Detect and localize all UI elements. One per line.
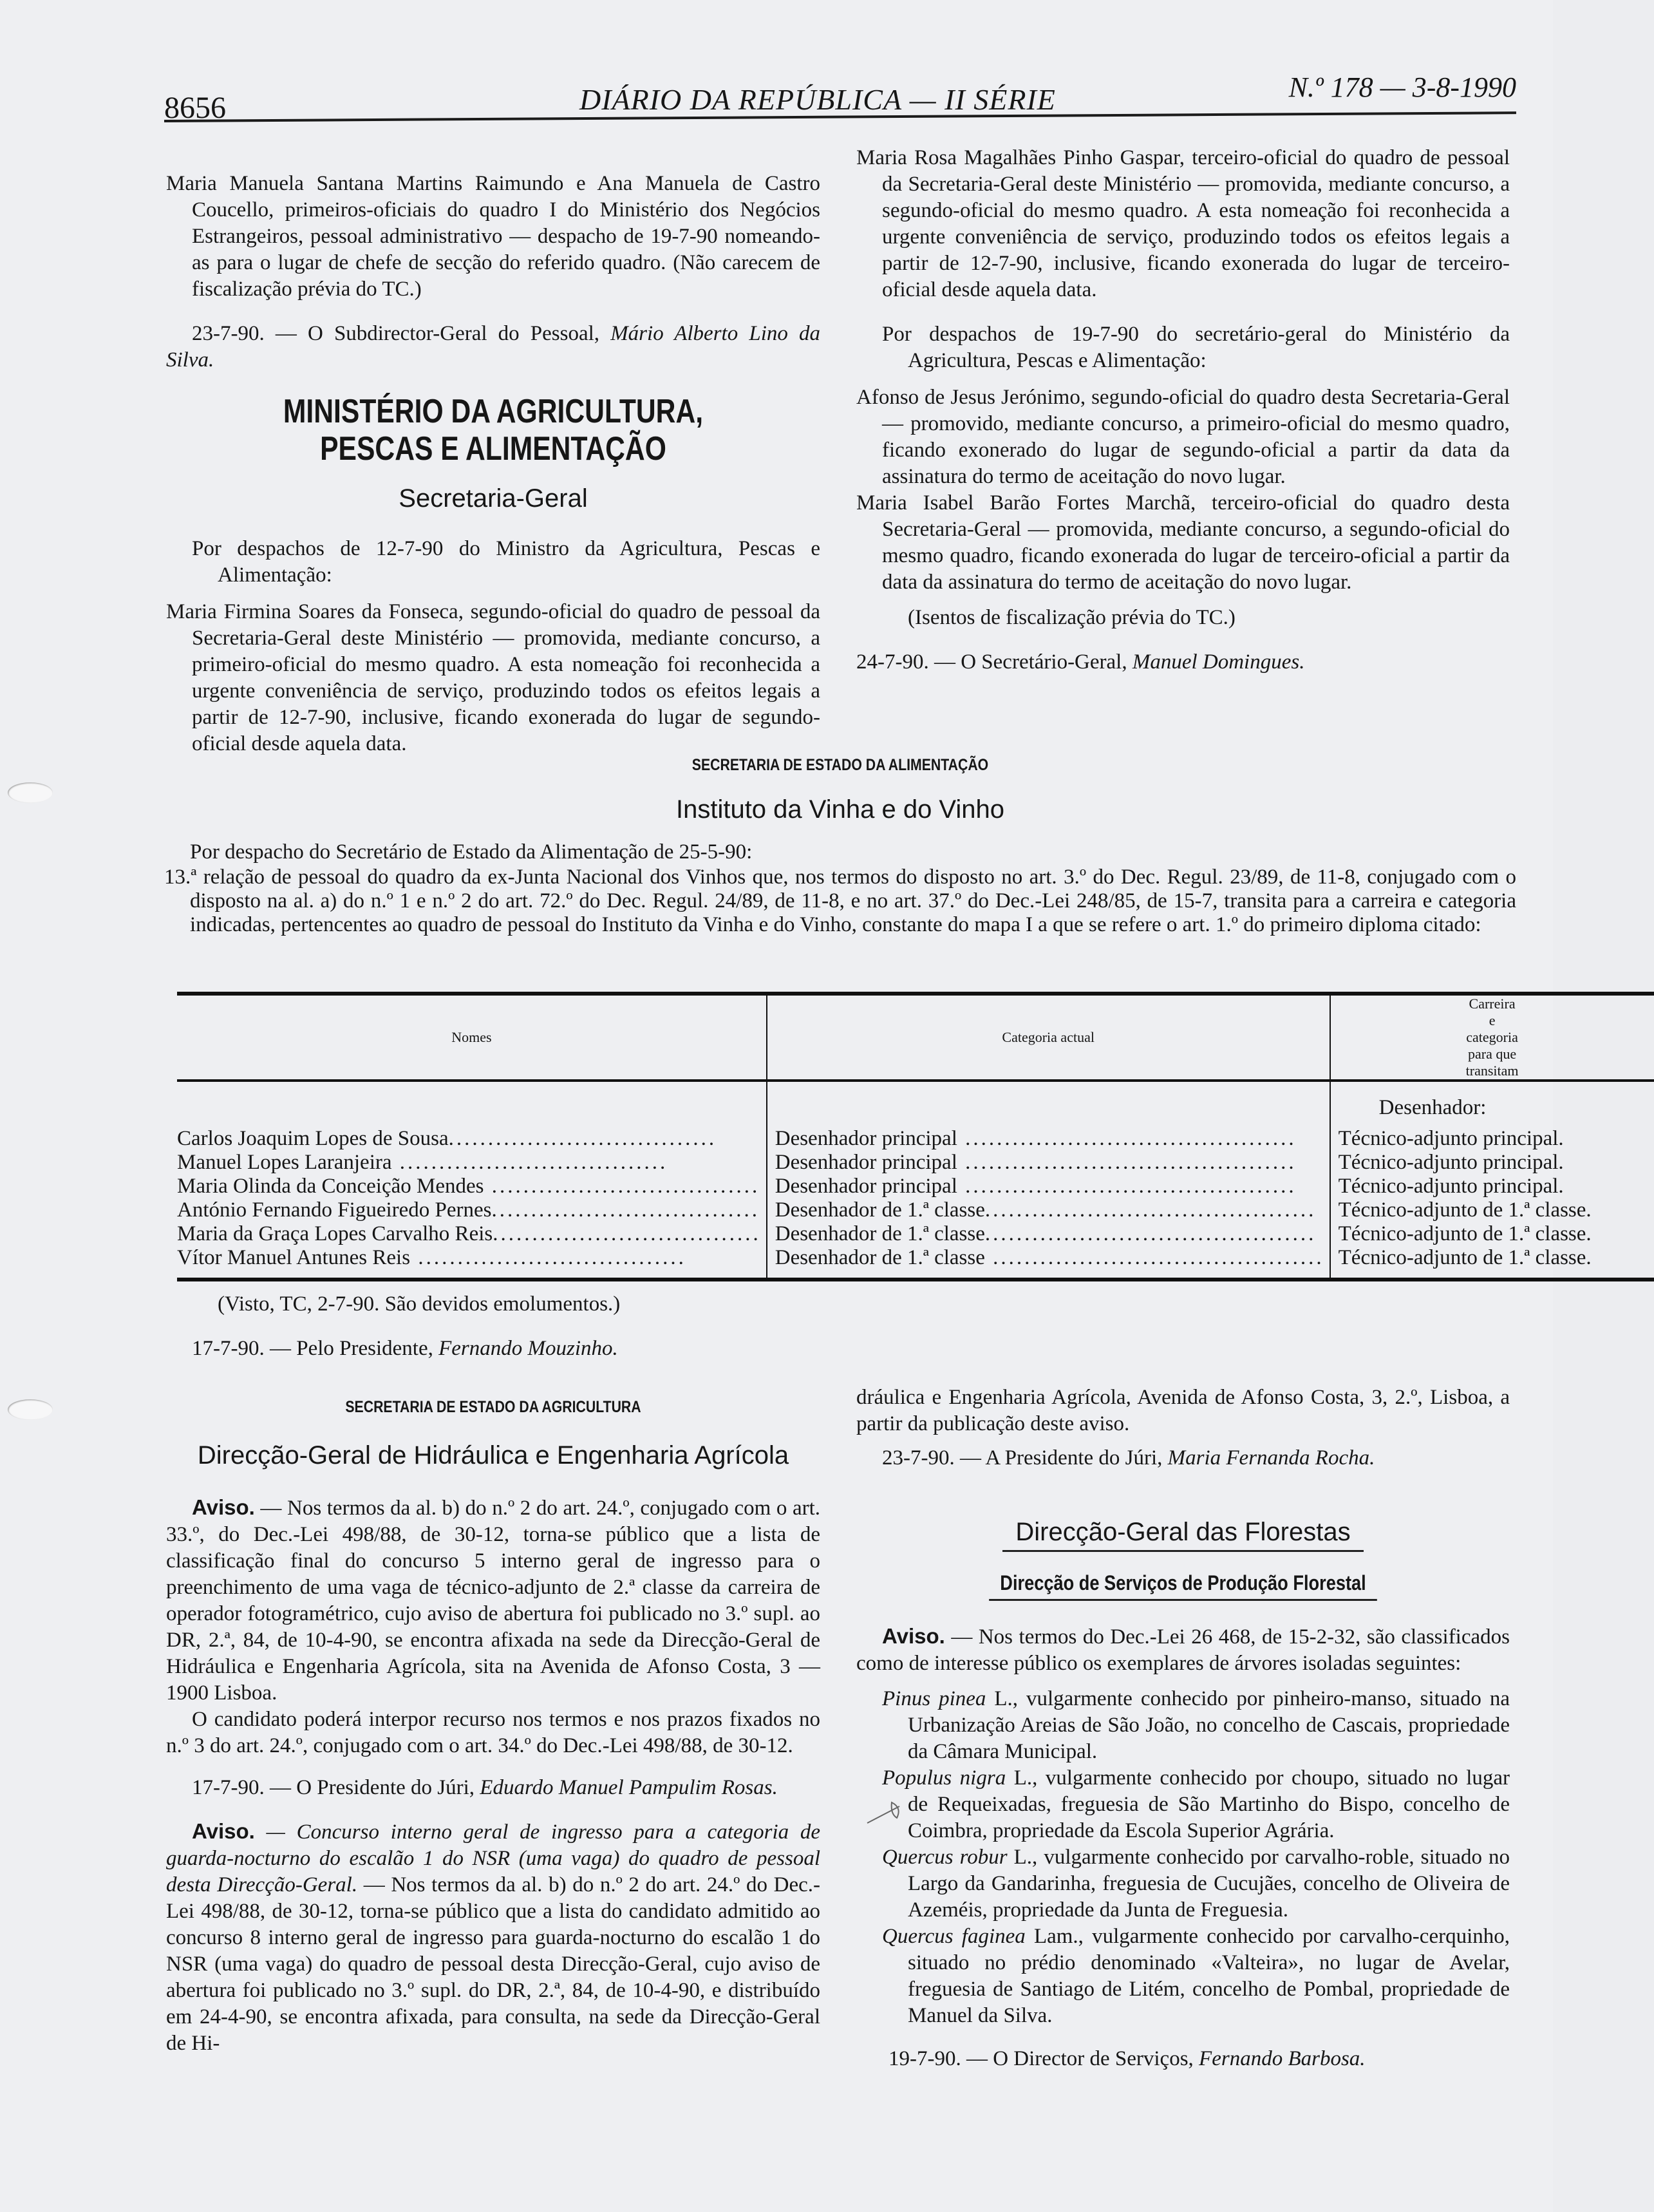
publication-title: DIÁRIO DA REPÚBLICA — II SÉRIE (579, 83, 1056, 116)
signatory-name: Manuel Domingues. (1132, 650, 1305, 674)
notice-label: Aviso. (192, 1495, 255, 1519)
punch-hole (8, 782, 53, 803)
right-column-top (856, 145, 1510, 676)
issue-number: N.º 178 — 3-8-1990 (1288, 71, 1516, 103)
table-header-row (177, 994, 1654, 1081)
table-cell-category: Desenhador principal .......................................... (775, 1175, 1297, 1198)
table-cell-name: Maria da Graça Lopes Carvalho Reis .................................. (177, 1222, 761, 1245)
signature-date: 19-7-90. — O Director de Serviços, (888, 2047, 1199, 2070)
table-cell-career: Técnico-adjunto de 1.ª classe. (1338, 1198, 1592, 1222)
notice-continuation: dráulica e Engenharia Agrícola, Avenida de Afonso Costa, 3, 2.º, Lisboa, a partir da publicação deste aviso. (856, 1386, 1510, 1435)
ministry-title-line1: MINISTÉRIO DA AGRICULTURA, (283, 393, 704, 430)
signatory-name: Maria Fernanda Rocha. (1167, 1446, 1375, 1470)
appointment-entry: Maria Manuela Santana Martins Raimundo e Ana Manuela de Castro Coucello, primeiros-oficiais do quadro I do Ministério dos Negócios Estrangeiros, pessoal administrativo — despacho de 19-7-90 nomeando-as para o lugar de chefe de secção do referido quadro. (Não carecem de fiscalização prévia do TC.) (166, 172, 820, 301)
table-cell-name: Maria Olinda da Conceição Mendes .................................. (177, 1175, 760, 1198)
notice-label: Aviso. (882, 1624, 945, 1648)
table-cell-category: Desenhador principal .......................................... (775, 1151, 1297, 1174)
table-cell-name: Carlos Joaquim Lopes de Sousa .................................. (177, 1127, 717, 1150)
appointment-entry: Maria Isabel Barão Fortes Marchã, terceiro-oficial do quadro desta Secretaria-Geral — promovida, mediante concurso, a segundo-oficial do mesmo quadro, ficando exonerada do lugar de terceiro-oficial a partir da data da assinatura do termo de aceitação do novo lugar. (856, 491, 1510, 594)
ministry-subtitle: Secretaria-Geral (399, 484, 588, 513)
species-name: Pinus pinea (882, 1687, 986, 1710)
table-cell-career: Técnico-adjunto de 1.ª classe. (1338, 1246, 1592, 1269)
table-cell-category: Desenhador de 1.ª classe .......................................... (775, 1198, 1317, 1222)
signatory-name: Fernando Mouzinho. (438, 1337, 618, 1360)
signature-line (856, 649, 1510, 676)
signature-date: 17-7-90. — O Presidente do Júri, (192, 1776, 480, 1799)
column-header-categoria: Categoria actual (767, 994, 1330, 1081)
signature-date: 17-7-90. — Pelo Presidente, (192, 1337, 439, 1360)
table-body (177, 1127, 1654, 1280)
column-header-nomes: Nomes (177, 994, 767, 1081)
column-header-carreira: Carreira e categoria para que transitam (1330, 994, 1654, 1081)
appointment-entry: Afonso de Jesus Jerónimo, segundo-oficial do quadro desta Secretaria-Geral — promovido, mediante concurso, a primeiro-oficial do mesmo quadro, ficando exonerado do lugar de segundo-oficial a partir da data da assinatura do termo de aceitação do novo lugar. (856, 386, 1510, 488)
dispatch-intro: Por despachos de 19-7-90 do secretário-geral do Ministério da Agricultura, Pescas e Alimentação: (882, 323, 1510, 372)
table-cell-career: Técnico-adjunto principal. (1338, 1151, 1564, 1174)
page-number: 8656 (164, 91, 226, 125)
tree-entry: Populus nigra L., vulgarmente conhecido por choupo, situado no lugar de Requeixadas, freguesia de São Martinho do Bispo, concelho de Coimbra, propriedade da Escola Superior Agrária. (882, 1766, 1510, 1842)
notice-paragraph: Aviso. — Nos termos da al. b) do n.º 2 do art. 24.º, conjugado com o art. 33.º, do Dec.-Lei 498/88, de 30-12, torna-se público que a lista de classificação final do concurso 5 interno geral de ingresso para o preenchimento de uma vaga de técnico-adjunto de 2.ª classe da carreira de operador fotogramétrico, cujo aviso de abertura foi publicado no 3.º supl. ao DR, 2.ª, 84, de 10-4-90, se encontra afixada na sede da Direcção-Geral de Hidráulica e Engenharia Agrícola, sita na Avenida de Afonso Costa, 3 — 1900 Lisboa. (166, 1495, 820, 1705)
ministry-title-line2: PESCAS E ALIMENTAÇÃO (320, 430, 666, 468)
notice-paragraph: Aviso. — Nos termos do Dec.-Lei 26 468, de 15-2-32, são classificados como de interesse público os exemplares de árvores isoladas seguintes: (856, 1624, 1510, 1675)
table-cell-career: Técnico-adjunto de 1.ª classe. (1338, 1222, 1592, 1245)
appointment-entry: Maria Firmina Soares da Fonseca, segundo-oficial do quadro de pessoal da Secretaria-Geral deste Ministério — promovida, mediante concurso, a primeiro-oficial do mesmo quadro. A esta nomeação foi reconhecida a urgente conveniência de serviço, produzindo todos os efeitos legais a partir de 12-7-90, inclusive, ficando exonerada do lugar de segundo-oficial desde aquela data. (166, 600, 820, 755)
notice-label: Aviso. (192, 1819, 255, 1843)
section-heading: SECRETARIA DE ESTADO DA ALIMENTAÇÃO (691, 756, 989, 774)
table-cell-career: Técnico-adjunto principal. (1338, 1127, 1564, 1150)
dispatch-intro: Por despacho do Secretário de Estado da Alimentação de 25-5-90: (190, 840, 753, 864)
table-cell-career: Técnico-adjunto principal. (1338, 1175, 1564, 1198)
species-name: Populus nigra (882, 1766, 1006, 1790)
signature-line (166, 1336, 820, 1362)
page-header (164, 71, 1516, 125)
signature-line (856, 1445, 1510, 1471)
appointment-entry: Maria Rosa Magalhães Pinho Gaspar, terceiro-oficial do quadro de pessoal da Secretaria-Geral deste Ministério — promovida, mediante concurso, a segundo-oficial do mesmo quadro. A esta nomeação foi reconhecida a urgente conveniência de serviço, produzindo todos os efeitos legais a partir de 12-7-90, inclusive, ficando exonerada do lugar de terceiro-oficial desde aquela data. (856, 146, 1510, 301)
left-column-bottom (166, 1291, 820, 2057)
staff-transition-table (177, 992, 1654, 1281)
table-cell-category: Desenhador de 1.ª classe .......................................... (775, 1222, 1317, 1245)
exemption-note: (Isentos de fiscalização prévia do TC.) (908, 606, 1236, 629)
signatory-name: Eduardo Manuel Pampulim Rosas. (480, 1776, 778, 1799)
table-cell-name: Vítor Manuel Antunes Reis .................................. (177, 1246, 686, 1269)
punch-hole (8, 1399, 53, 1420)
signatory-name: Fernando Barbosa. (1199, 2047, 1366, 2070)
institute-subtitle: Instituto da Vinha e do Vinho (675, 795, 1005, 824)
handwritten-pen-mark-icon (866, 1800, 905, 1826)
group-label: Desenhador: (1378, 1096, 1487, 1119)
table-cell-name: António Fernando Figueiredo Pernes .................................. (177, 1198, 760, 1222)
signature-line (166, 1775, 820, 1801)
species-name: Quercus robur (882, 1846, 1008, 1869)
directorate-subtitle: Direcção-Geral das Florestas (856, 1517, 1510, 1552)
visa-note: (Visto, TC, 2-7-90. São devidos emolumentos.) (218, 1292, 621, 1316)
signature-date: 23-7-90. — A Presidente do Júri, (882, 1446, 1168, 1470)
dispatch-intro: Por despachos de 12-7-90 do Ministro da Agricultura, Pescas e Alimentação: (192, 537, 820, 587)
section-heading: SECRETARIA DE ESTADO DA AGRICULTURA (345, 1398, 641, 1416)
left-column-top (166, 171, 820, 757)
signature-line (166, 321, 820, 373)
tree-entry: Quercus faginea Lam., vulgarmente conhecido por carvalho-cerquinho, situado no prédio denominado «Valteira», no lugar de Avelar, freguesia de Santiago de Litém, concelho de Pombal, propriedade de Manuel da Silva. (882, 1925, 1510, 2027)
right-column-bottom (856, 1385, 1510, 2072)
tree-entry: Quercus robur L., vulgarmente conhecido por carvalho-roble, situado no Largo da Gandarinha, freguesia de Cucujães, concelho de Oliveira de Azeméis, propriedade da Junta de Freguesia. (882, 1846, 1510, 1922)
signatory-name: Mário Alberto Lino da Silva. (166, 322, 820, 372)
signature-date: 23-7-90. — O Subdirector-Geral do Pessoal, (192, 322, 611, 345)
table-group-row (177, 1081, 1654, 1127)
species-name: Quercus faginea (882, 1925, 1026, 1948)
table-cell-category: Desenhador de 1.ª classe .......................................... (775, 1246, 1324, 1269)
alimentacao-section (164, 752, 1516, 937)
signature-date: 24-7-90. — O Secretário-Geral, (856, 650, 1132, 674)
notice-paragraph: Aviso. — Concurso interno geral de ingresso para a categoria de guarda-nocturno do escalão 1 do NSR (uma vaga) do quadro de pessoal desta Direcção-Geral. — Nos termos da al. b) do n.º 2 do art. 24.º do Dec.-Lei 498/88, de 30-12, torna-se público que a lista do candidato admitido ao concurso 8 interno geral de ingresso para guarda-nocturno do escalão 1 do NSR (uma vaga) do quadro de pessoal desta Direcção-Geral, cujo aviso de abertura foi publicado no 3.º supl. do DR, 2.ª, 84, de 10-4-90, e distribuído em 24-4-90, se encontra afixada, para consulta, na sede da Direcção-Geral de Hi- (166, 1819, 820, 2055)
table-cell-name: Manuel Lopes Laranjeira .................................. (177, 1151, 668, 1174)
relation-body: 13.ª relação de pessoal do quadro da ex-Junta Nacional dos Vinhos que, nos termos do disposto no art. 3.º do Dec. Regul. 23/89, de 11-8, conjugado com o disposto na al. a) do n.º 1 e n.º 2 do art. 72.º do Dec. Regul. 24/89, de 11-8, e no art. 37.º do Dec.-Lei 248/85, de 15-7, transita para a carreira e categoria indicadas, pertencentes ao quadro de pessoal do Instituto da Vinha e do Vinho, constante do mapa I a que se refere o art. 1.º do primeiro diploma citado: (164, 865, 1516, 936)
directorate-subtitle: Direcção-Geral de Hidráulica e Engenharia Agrícola (197, 1441, 789, 1470)
table-cell-category: Desenhador principal .......................................... (775, 1127, 1297, 1150)
notice-paragraph: O candidato poderá interpor recurso nos termos e nos prazos fixados no n.º 3 do art. 24.º, conjugado com o art. 34.º do Dec.-Lei 498/88, de 30-12. (166, 1708, 820, 1757)
tree-entry: Pinus pinea L., vulgarmente conhecido por pinheiro-manso, situado na Urbanização Areias de São João, no concelho de Cascais, propriedade da Câmara Municipal. (882, 1687, 1510, 1763)
signature-line (856, 2046, 1510, 2072)
service-heading: Direcção de Serviços de Produção Florestal (905, 1570, 1461, 1601)
